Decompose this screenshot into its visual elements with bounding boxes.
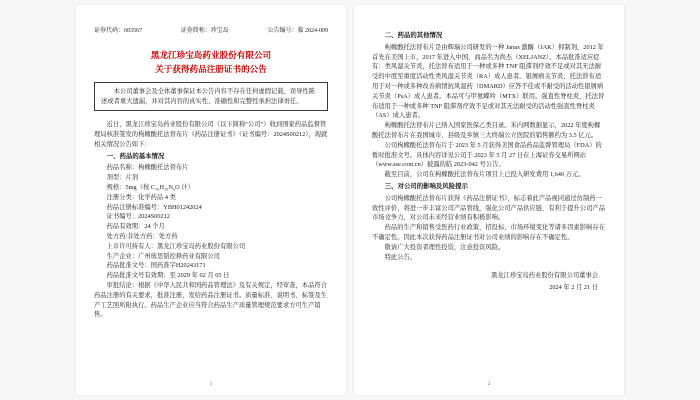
license-holder-item: 上市许可持有人：黑龙江珍宝岛药业股份有限公司 xyxy=(106,242,246,250)
investor-notice-paragraph: 敬请广大投资者理性投资，注意投资风险。 xyxy=(384,243,505,251)
manufacturer-item: 生产企业：广州玻思韬控释药业有限公司 xyxy=(106,252,220,260)
page-number-1: 1 xyxy=(209,381,213,388)
registration-class-item: 注册分类：化学药品 4 类 xyxy=(106,193,176,201)
validity-item: 药品有效期：24 个月 xyxy=(106,223,165,231)
medical-insurance-paragraph: 枸橼酸托法替布片已纳入国家医保乙类目录。米内网数据显示，2022 年度枸橼酸托法替布片在我国城市、县级及乡镇三大终端公立医院的销售额约为 3.5 亿元。 xyxy=(372,122,601,139)
certificate-number-item: 证书编号：2024S00212 xyxy=(106,213,170,221)
signature-block xyxy=(372,270,606,293)
signature-date: 2024 年 2 月 21 日 xyxy=(549,283,598,291)
signature-company: 黑龙江珍宝岛药业股份有限公司董事会 xyxy=(490,272,598,280)
stock-code: 证券代码：603567 xyxy=(94,28,143,34)
intro-paragraph: 近日，黑龙江珍宝岛药业股份有限公司（以下简称“公司”）收到国家药品监督管理局核准签发的枸橼酸托法替布片《药品注册证书》（证书编号：2024S00212），现就相关情况公告如下： xyxy=(94,121,328,148)
approval-conclusion: 审批结论：根据《中华人民共和国药品管理法》及有关规定，经审查，本品符合药品注册的有关要求，批准注册，发给药品注册证书。质量标准、说明书、标签及生产工艺照所附执行。药品生产企业应当符合药品生产质量管理规范要求方可生产销售。 xyxy=(94,281,327,319)
stock-abbr: 证券简称：珍宝岛 xyxy=(180,28,229,34)
approval-validity-item: 药品批准文号有效期：至 2029 年 02 月 05 日 xyxy=(106,272,230,280)
page-number-2: 2 xyxy=(487,381,491,388)
securities-header xyxy=(94,27,328,35)
fda-approval-paragraph: 公司枸橼酸托法替布片于 2023 年 5 月获得美国食品药品监督管理局（FDA）的暂时批准文号。具体内容详见公司于 2023 年 5 月 27 日在上海证券交易所网站（www.sse.com.cn）披露的临 2023-042 号公告。 xyxy=(372,141,602,169)
announcement-title: 关于获得药品注册证书的公告 xyxy=(155,64,267,74)
drug-background-paragraph: 枸橼酸托法替布片是由辉瑞公司研发的一种 Janus 激酶（JAK）抑制剂，2012 年首先在美国上市，2017 年进入中国，商品名为尚杰（XELJANZ）。本品批准适应症有：类风湿关节炎，托法替布适用于一种或多种 TNF 阻滞剂疗效不足或对其无法耐受的中度至重度活动性类风湿关节炎（RA）成人患者。银屑病关节炎，托法替布适用于对一种或多种改善病情抗风湿药（DMARD）应答不佳或不耐受的活动性银屑病关节炎（PsA）成人患者。本品可与甲氨蝶呤（MTX）联用。强直性脊柱炎，托法替布适用于一种或多种 TNF 阻滞剂疗效不足或对其无法耐受的活动性强直性脊柱炎（AS）成人患者。 xyxy=(372,43,605,120)
section-2-heading: 二、药品的其他情况 xyxy=(384,32,443,39)
risk-paragraph: 药品的生产和销售受医药行业政策、招投标、市场环境变化等诸多因素影响存在不确定性。因此本次获得药品注册证书对公司业绩的影响存在不确定性。 xyxy=(372,224,605,241)
section-1-heading: 一、药品的基本情况 xyxy=(106,152,165,160)
dosage-form-item: 剂型：片剂 xyxy=(106,174,139,182)
page-2 xyxy=(354,5,624,395)
drug-name-item: 药品名称：枸橼酸托法替布片 xyxy=(106,164,189,172)
standard-number-item: 药品注册标准编号：YBH01242024 xyxy=(106,203,202,211)
approval-number-item: 药品批准文号：国药准字H20243171 xyxy=(106,262,206,270)
company-title: 黑龙江珍宝岛药业股份有限公司 xyxy=(150,50,272,60)
announcement-number: 公告编号：临 2024-009 xyxy=(267,28,328,34)
disclaimer-box: 本公司董事会及全体董事保证本公告内容不存在任何虚假记载、误导性陈述或者重大遗漏，并对其内容的真实性、准确性和完整性承担法律责任。 xyxy=(94,82,328,111)
impact-paragraph: 公司枸橼酸托法替布片获得《药品注册证书》，标志着此产品视同通过仿制药一致性评价，将进一步丰富公司产品管线，强化公司产品供应链，有利于提升公司产品市场竞争力，对公司未来经营业绩有积极影响。 xyxy=(372,194,605,222)
rd-cost-paragraph: 截至目前，公司在枸橼酸托法替布片项目上已投入研发费用 1,640 万元。 xyxy=(384,171,585,179)
section-3-heading: 三、对公司的影响及风险提示 xyxy=(384,182,468,190)
closing-line: 特此公告。 xyxy=(384,253,417,261)
page-1 xyxy=(76,5,346,395)
spec-item: 规格：5mg（按 C₁₆H₂₀N₆O 计） xyxy=(106,183,194,191)
prescription-type-item: 处方药/非处方药：处方药 xyxy=(106,232,178,240)
